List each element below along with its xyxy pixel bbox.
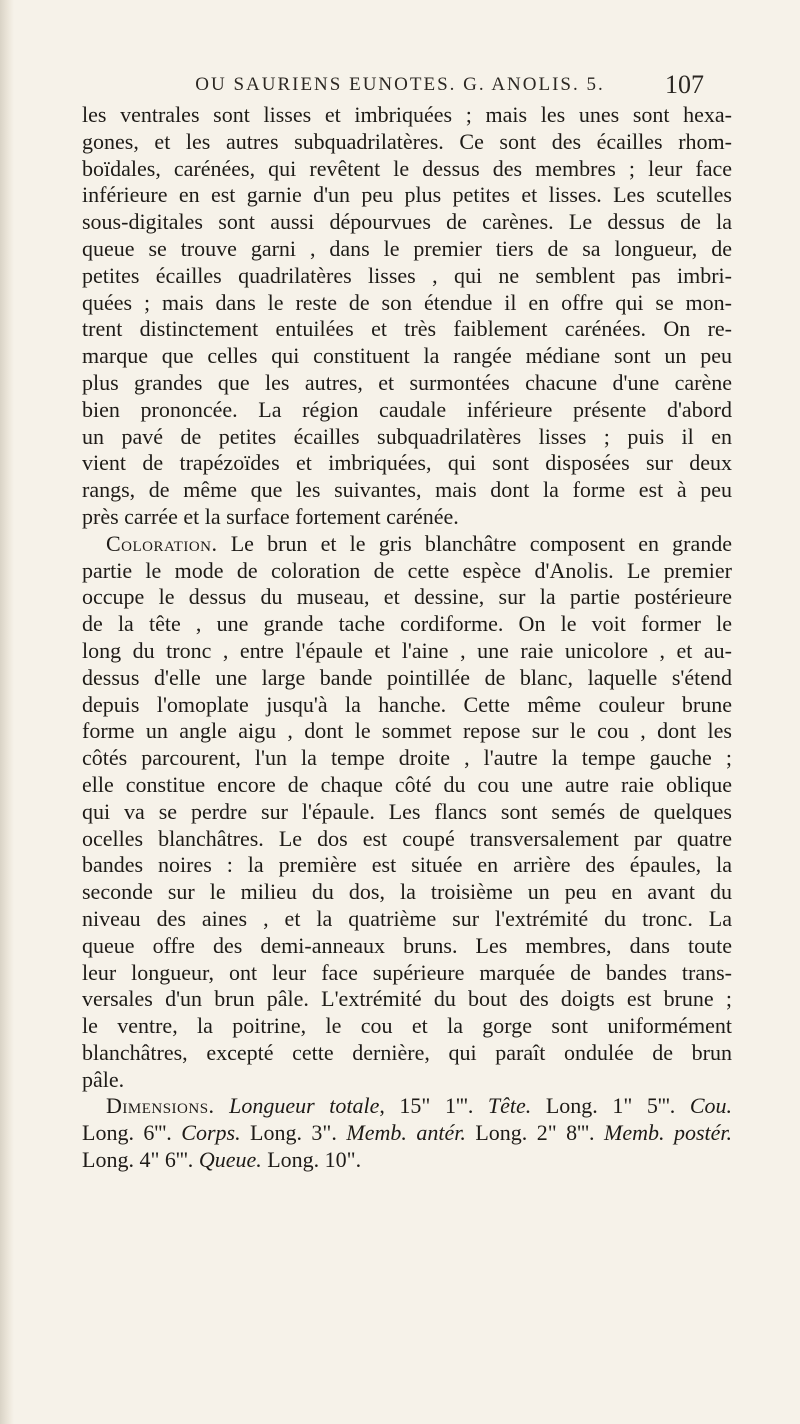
- text-line: les ventrales sont lisses et imbriquées ; mais les unes sont hexa-: [82, 102, 732, 127]
- text-line: près carrée et la surface fortement carénée.: [82, 503, 459, 529]
- text-line: de la tête , une grande tache cordiforme. On le voit former le: [82, 611, 732, 637]
- text-line: gones, et les autres subquadrilatères. Ce sont des écailles rhom-: [82, 128, 732, 154]
- text-line: queue offre des demi-anneaux bruns. Les membres, dans toute: [82, 932, 732, 958]
- dimensions-heading: Dimensions.: [106, 1093, 215, 1119]
- dimension-value: Long. 1" 5'''.: [545, 1093, 676, 1119]
- text-line: queue se trouve garni , dans le premier tiers de sa longueur, de: [82, 235, 732, 261]
- text-line: vient de trapézoïdes et imbriquées, qui sont disposées sur deux: [82, 450, 732, 476]
- dimensions-line-3: [82, 1147, 732, 1174]
- text-line: elle constitue encore de chaque côté du cou une autre raie oblique: [82, 771, 732, 797]
- dimension-label: Corps.: [181, 1120, 241, 1146]
- text-line: qui va se perdre sur l'épaule. Les flancs sont semés de quelques: [82, 798, 732, 824]
- dimensions-line-1: Dimensions. Longueur totale, 15" 1'''. Tête. Long. 1" 5'''. Cou.: [106, 1093, 733, 1119]
- text-line: côtés parcourent, l'un la tempe droite , l'autre la tempe gauche ;: [82, 745, 732, 771]
- dimensions-line-2: [82, 1120, 732, 1147]
- dimension-value: Long. 3".: [250, 1120, 337, 1146]
- text-line: depuis l'omoplate jusqu'à la hanche. Cette même couleur brune: [82, 691, 732, 717]
- coloration-heading: Coloration.: [106, 530, 218, 556]
- text-line: boïdales, carénées, qui revêtent le dessus des membres ; leur face: [82, 155, 732, 181]
- dimension-label: Longueur totale: [229, 1093, 380, 1119]
- text-line: long du tronc , entre l'épaule et l'aine , une raie unicolore , et au-: [82, 637, 732, 663]
- text-line: marque que celles qui constituent la rangée médiane sont un peu: [82, 343, 732, 369]
- text-line: rangs, de même que les suivantes, mais dont la forme est à peu: [82, 477, 732, 503]
- text-line: niveau des aines , et la quatrième sur l'extrémité du tronc. La: [82, 905, 732, 931]
- text-line: seconde sur le milieu du dos, la troisième un peu en avant du: [82, 879, 732, 905]
- dimension-value: Long. 2" 8'''.: [475, 1120, 595, 1146]
- text-line: versales d'un brun pâle. L'extrémité du bout des doigts est brune ;: [82, 986, 732, 1012]
- text-line: blanchâtres, excepté cette dernière, qui paraît ondulée de brun: [82, 1039, 732, 1065]
- dimension-label: Memb. postér.: [604, 1120, 733, 1146]
- page-header: [60, 60, 740, 104]
- text-line: bien prononcée. La région caudale inférieure présente d'abord: [82, 396, 732, 422]
- text-line: un pavé de petites écailles subquadrilatères lisses ; puis il en: [82, 423, 732, 449]
- text-line: pâle.: [82, 1066, 125, 1092]
- text-line: quées ; mais dans le reste de son étendue il en offre qui se mon-: [82, 289, 732, 315]
- text-line: dessus d'elle une large bande pointillée de blanc, laquelle s'étend: [82, 664, 732, 690]
- dimension-value: Long. 4" 6'''.: [82, 1147, 194, 1173]
- page-number: 107: [665, 70, 704, 99]
- dimension-label: Memb. antér.: [346, 1120, 466, 1146]
- coloration-paragraph-start: [82, 531, 732, 558]
- page-binding-edge: [0, 0, 14, 1424]
- text-line: ocelles blanchâtres. Le dos est coupé transversalement par quatre: [82, 825, 732, 851]
- dimension-value: Long. 6'''.: [82, 1120, 172, 1146]
- text-line: occupe le dessus du museau, et dessine, sur la partie postérieure: [82, 584, 732, 610]
- text-line: le ventre, la poitrine, le cou et la gorge sont uniformément: [82, 1013, 732, 1039]
- text-line: sous-digitales sont aussi dépourvues de carènes. Le dessus de la: [82, 209, 732, 235]
- dimension-value: 15" 1'''.: [399, 1093, 474, 1119]
- text-line: inférieure en est garnie d'un peu plus petites et lisses. Les scutelles: [82, 182, 732, 208]
- dimension-label: Queue.: [198, 1147, 262, 1173]
- text-line: petites écailles quadrilatères lisses , qui ne semblent pas imbri-: [82, 262, 732, 288]
- dimension-value: Long. 10".: [267, 1147, 362, 1173]
- body-text: [82, 102, 732, 1174]
- text-line: leur longueur, ont leur face supérieure marquée de bandes trans-: [82, 959, 732, 985]
- running-title: OU SAURIENS EUNOTES. G. ANOLIS. 5.: [195, 74, 605, 95]
- text-line: bandes noires : la première est située en arrière des épaules, la: [82, 852, 732, 878]
- text-line: forme un angle aigu , dont le sommet repose sur le cou , dont les: [82, 718, 732, 744]
- dimension-label: Cou.: [689, 1093, 733, 1119]
- text-line: plus grandes que les autres, et surmontées chacune d'une carène: [82, 369, 732, 395]
- text-line: partie le mode de coloration de cette espèce d'Anolis. Le premier: [82, 557, 732, 583]
- text-line: trent distinctement entuilées et très faiblement carénées. On re-: [82, 316, 732, 342]
- dimension-label: Tête.: [487, 1093, 532, 1119]
- coloration-first-line: Le brun et le gris blanchâtre composent en grande: [230, 530, 733, 556]
